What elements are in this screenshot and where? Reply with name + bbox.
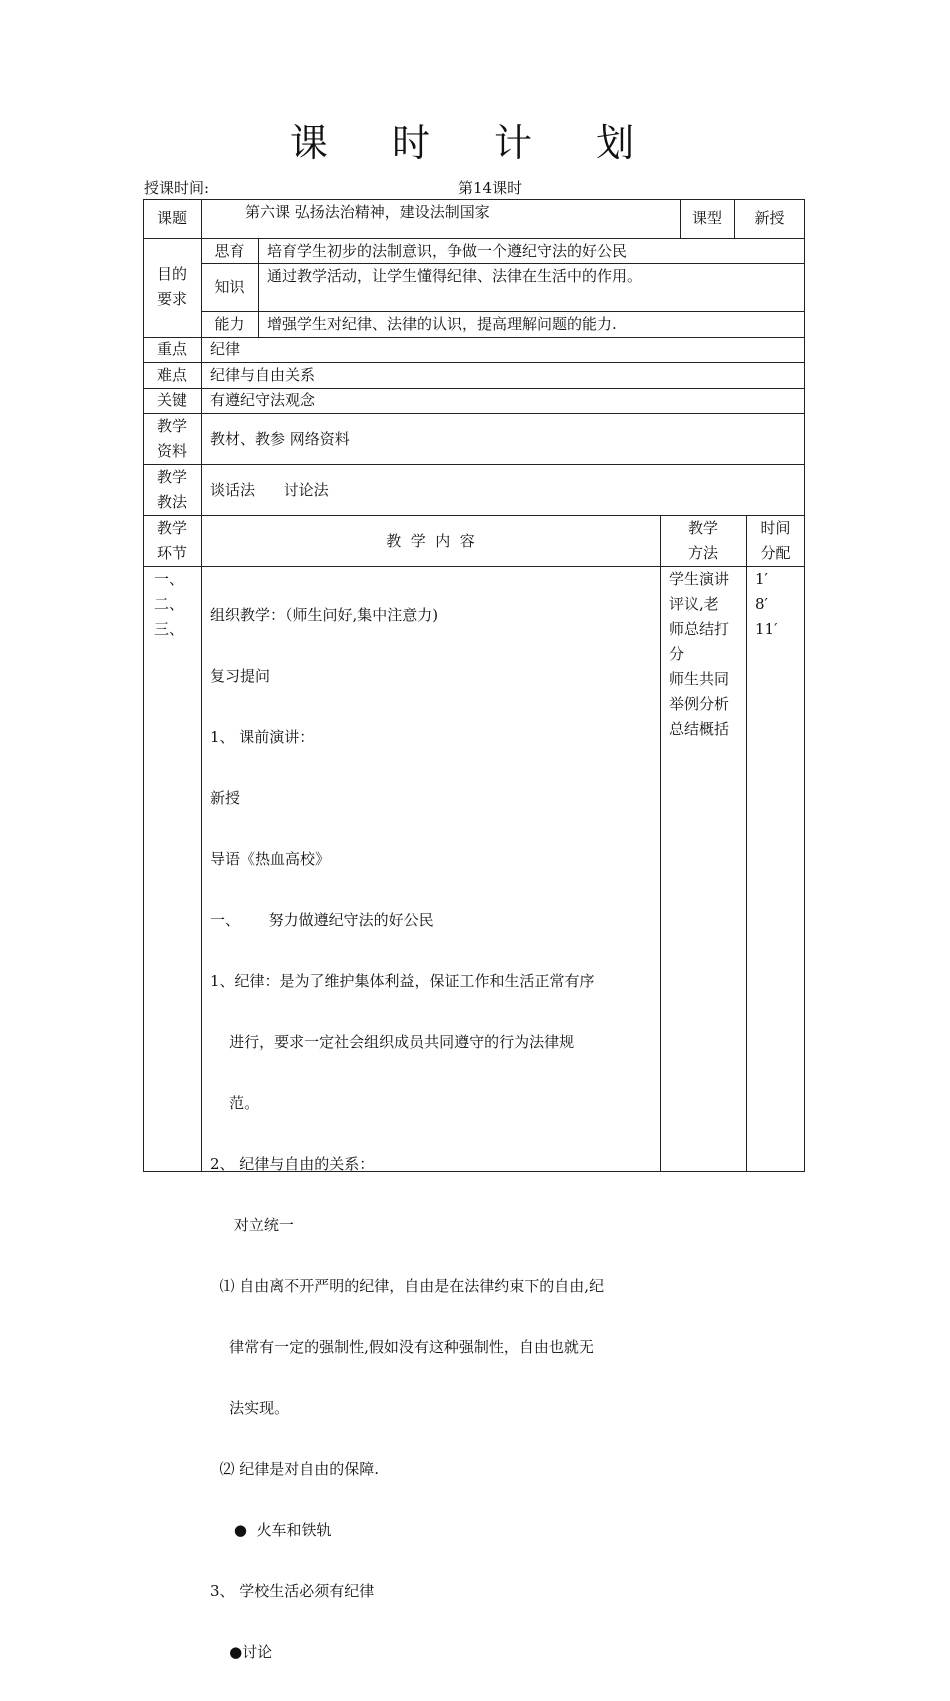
stage-item: 一、	[154, 570, 185, 588]
stage-header-line1: 教学	[156, 519, 187, 537]
method-line: 总结概括	[669, 720, 730, 738]
goal-text-ability: 增强学生对纪律、法律的认识，提高理解问题的能力.	[267, 315, 617, 333]
time-line: 1′	[755, 570, 768, 588]
content-line: 导语《热血高校》	[210, 850, 331, 868]
stage-item: 二、	[154, 595, 185, 613]
key-value: 有遵纪守法观念	[210, 391, 316, 409]
method-header-line2: 方法	[687, 544, 718, 562]
topic-value: 第六课 弘扬法治精神，建设法制国家	[245, 203, 490, 221]
method-lines	[669, 567, 745, 742]
content-line: 法实现。	[210, 1399, 290, 1417]
time-header-line1: 时间	[760, 519, 791, 537]
stage-item: 三、	[154, 620, 185, 638]
content-line: 2、 纪律与自由的关系：	[210, 1155, 375, 1173]
content-line: ● 火车和铁轨	[210, 1521, 332, 1539]
topic-label: 课题	[156, 209, 187, 227]
content-line: 进行，要求一定社会组织成员共同遵守的行为法律规	[210, 1033, 575, 1051]
content-header: 教 学 内 容	[386, 532, 475, 550]
content-lines	[210, 567, 658, 1701]
goal-name-moral: 思育	[214, 242, 245, 260]
content-line: 组织教学：（师生问好,集中注意力)	[210, 606, 439, 624]
time-lines	[755, 567, 803, 642]
class-time-label: 授课时间:	[144, 179, 210, 197]
method-line: 师生共同	[669, 670, 730, 688]
difficulty-label: 难点	[156, 366, 187, 384]
content-line: 范。	[210, 1094, 260, 1112]
goal-name-ability: 能力	[214, 315, 245, 333]
time-line: 11′	[755, 620, 778, 638]
materials-label-line1: 教学	[156, 417, 187, 435]
lesson-type-value: 新授	[754, 209, 785, 227]
content-line: 1、 课前演讲：	[210, 728, 315, 746]
goal-name-knowledge: 知识	[214, 278, 245, 296]
lesson-type-label: 课型	[691, 209, 722, 227]
key-point-label: 重点	[156, 340, 187, 358]
lesson-number: 第14课时	[458, 179, 523, 197]
goals-label-line2: 要求	[156, 290, 187, 308]
difficulty-value: 纪律与自由关系	[210, 366, 316, 384]
methods-value: 谈话法 讨论法	[210, 481, 329, 499]
materials-label-line2: 资料	[156, 442, 187, 460]
content-line: ●讨论	[210, 1643, 273, 1661]
method-header-line1: 教学	[687, 519, 718, 537]
stage-list	[154, 567, 200, 642]
goals-label-line1: 目的	[156, 265, 187, 283]
content-line: 对立统一	[210, 1216, 294, 1234]
method-line: 举例分析	[669, 695, 730, 713]
methods-label-line1: 教学	[156, 468, 187, 486]
key-point-value: 纪律	[210, 340, 241, 358]
content-line: 律常有一定的强制性,假如没有这种强制性，自由也就无	[210, 1338, 594, 1356]
content-line: ⑵ 纪律是对自由的保障.	[210, 1460, 380, 1478]
time-line: 8′	[755, 595, 768, 613]
content-line: 新授	[210, 789, 241, 807]
goal-text-moral: 培育学生初步的法制意识，争做一个遵纪守法的好公民	[267, 242, 628, 260]
content-line: ⑴ 自由离不开严明的纪律，自由是在法律约束下的自由,纪	[210, 1277, 605, 1295]
materials-value: 教材、教参 网络资料	[210, 430, 350, 448]
content-line: 3、 学校生活必须有纪律	[210, 1582, 375, 1600]
stage-header-line2: 环节	[156, 544, 187, 562]
time-header-line2: 分配	[760, 544, 791, 562]
method-line: 师总结打	[669, 620, 730, 638]
method-line: 评议,老	[669, 595, 719, 613]
key-label: 关键	[156, 391, 187, 409]
content-line: 复习提问	[210, 667, 271, 685]
page-title: 课 时 计 划	[289, 121, 661, 165]
method-line: 分	[669, 645, 685, 663]
method-line: 学生演讲	[669, 570, 730, 588]
goal-text-knowledge: 通过教学活动，让学生懂得纪律、法律在生活中的作用。	[267, 267, 643, 285]
content-line: 一、 努力做遵纪守法的好公民	[210, 911, 434, 929]
content-line: 1、纪律：是为了维护集体利益，保证工作和生活正常有序	[210, 972, 595, 990]
methods-label-line2: 教法	[156, 493, 187, 511]
